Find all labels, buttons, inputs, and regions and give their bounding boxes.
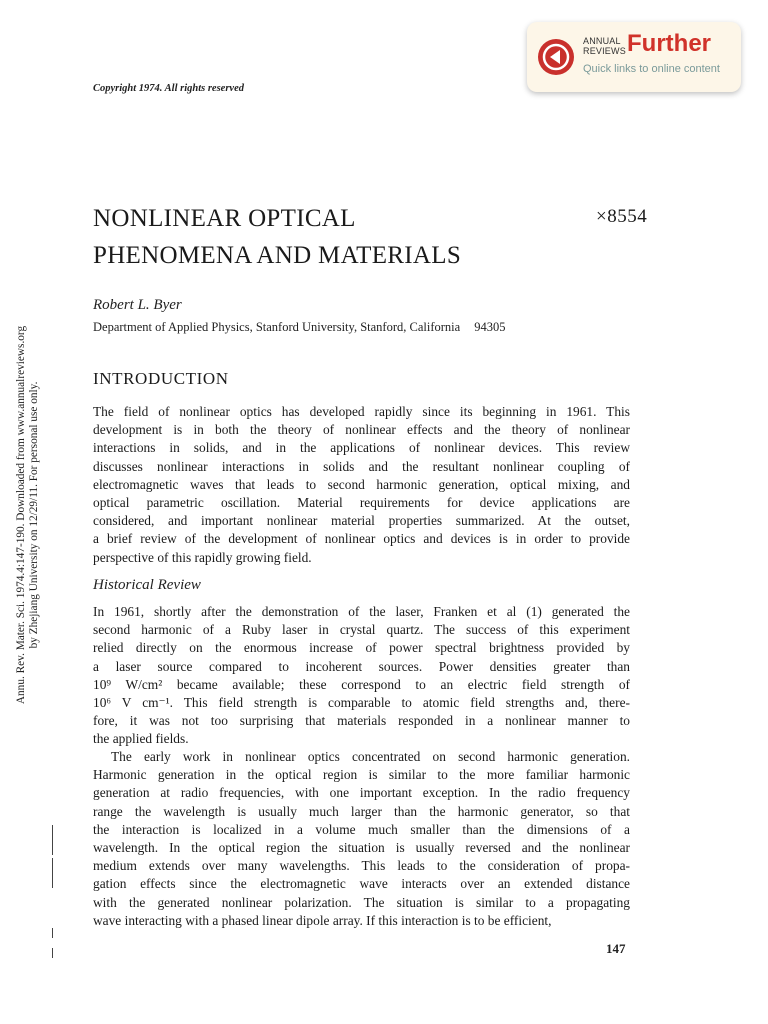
text-line: The early work in nonlinear optics concentrated on second harmonic generation. bbox=[111, 749, 630, 764]
margin-mark bbox=[52, 948, 53, 958]
paragraph-1 bbox=[93, 403, 630, 567]
text-line: a brief review of the development of nonlinear optics and devices is in order to provide bbox=[93, 531, 630, 547]
text-line: gation effects since the electromagnetic wave interacts over an extended distance bbox=[93, 876, 630, 892]
affiliation-text: Department of Applied Physics, Stanford University, Stanford, California bbox=[93, 320, 461, 334]
margin-mark bbox=[52, 825, 53, 855]
text-line: interactions in solids, and in the applications of nonlinear devices. This review bbox=[93, 440, 630, 456]
text-line: with the generated nonlinear polarization. The situation is similar to a propagating bbox=[93, 894, 630, 910]
reviews-text: REVIEWS bbox=[583, 46, 626, 56]
text-line: optical parametric oscillation. Material requirements for device applications are bbox=[93, 494, 630, 510]
document-code: ×8554 bbox=[596, 206, 648, 227]
paragraph-3 bbox=[93, 748, 630, 930]
download-notice-sidebar bbox=[0, 280, 56, 750]
text-line: second harmonic of a Ruby laser in crystal quartz. The success of this experiment bbox=[93, 622, 630, 638]
annual-reviews-logo bbox=[583, 36, 626, 56]
text-line: discusses nonlinear interactions in solids and the resultant nonlinear coupling of bbox=[93, 458, 630, 474]
subsection-heading: Historical Review bbox=[93, 577, 201, 593]
further-badge[interactable] bbox=[527, 22, 741, 92]
copyright-notice: Copyright 1974. All rights reserved bbox=[93, 83, 244, 94]
further-text: Further bbox=[627, 30, 711, 57]
sidebar-line-2: by Zhejiang University on 12/29/11. For personal use only. bbox=[28, 381, 40, 649]
text-line: relied directly on the enormous increase of power spectral brightness provided by bbox=[93, 640, 630, 656]
zip-code: 94305 bbox=[474, 320, 506, 334]
text-line: considered, and important nonlinear material properties summarized. At the outset, bbox=[93, 513, 630, 529]
text-line: development is in both the theory of nonlinear effects and the theory of nonlinear bbox=[93, 422, 630, 438]
title-line-2: PHENOMENA AND MATERIALS bbox=[93, 242, 462, 269]
text-line: wave interacting with a phased linear dipole array. If this interaction is to be efficient, bbox=[93, 912, 552, 928]
text-line: fore, it was not too surprising that materials responded in a nonlinear manner to bbox=[93, 713, 630, 729]
margin-mark bbox=[52, 928, 53, 938]
author-name: Robert L. Byer bbox=[93, 297, 182, 313]
annual-text: ANNUAL bbox=[583, 36, 621, 46]
sidebar-line-1: Annu. Rev. Mater. Sci. 1974.4:147-190. Downloaded from www.annualreviews.org bbox=[15, 325, 27, 705]
text-line: In 1961, shortly after the demonstration of the laser, Franken et al (1) generated the bbox=[93, 604, 630, 619]
text-line: the applied fields. bbox=[93, 731, 189, 747]
text-line: wavelength. In the optical region the situation is usually reversed and the nonlinear bbox=[93, 839, 630, 855]
text-line: 10⁹ W/cm² became available; these correspond to an electric field strength of bbox=[93, 676, 630, 692]
margin-mark bbox=[52, 858, 53, 888]
text-line: The field of nonlinear optics has developed rapidly since its beginning in 1961. This bbox=[93, 404, 630, 419]
text-line: the interaction is localized in a volume much smaller than the dimensions of a bbox=[93, 821, 630, 837]
text-line: electromagnetic waves that leads to second harmonic generation, optical mixing, and bbox=[93, 476, 630, 492]
quick-links-text[interactable]: Quick links to online content bbox=[583, 63, 720, 75]
page-number: 147 bbox=[606, 941, 626, 956]
title-line-1: NONLINEAR OPTICAL bbox=[93, 205, 356, 232]
text-line: 10⁶ V cm⁻¹. This field strength is comparable to atomic field strengths and, there- bbox=[93, 694, 630, 710]
text-line: Harmonic generation in the optical region is similar to the more familiar harmonic bbox=[93, 767, 630, 783]
text-line: a laser source compared to incoherent sources. Power densities greater than bbox=[93, 658, 630, 674]
paragraph-2 bbox=[93, 603, 630, 749]
text-line: range the wavelength is usually much larger than the harmonic generator, so that bbox=[93, 803, 630, 819]
text-line: perspective of this rapidly growing field. bbox=[93, 549, 312, 565]
author-affiliation bbox=[93, 320, 593, 335]
text-line: generation at radio frequencies, with one important exception. In the radio frequency bbox=[93, 785, 630, 801]
text-line: medium extends over many wavelengths. This leads to the consideration of propa- bbox=[93, 858, 630, 874]
article-title bbox=[93, 200, 533, 274]
section-heading: INTRODUCTION bbox=[93, 369, 229, 388]
play-arrow-icon[interactable] bbox=[538, 39, 574, 75]
